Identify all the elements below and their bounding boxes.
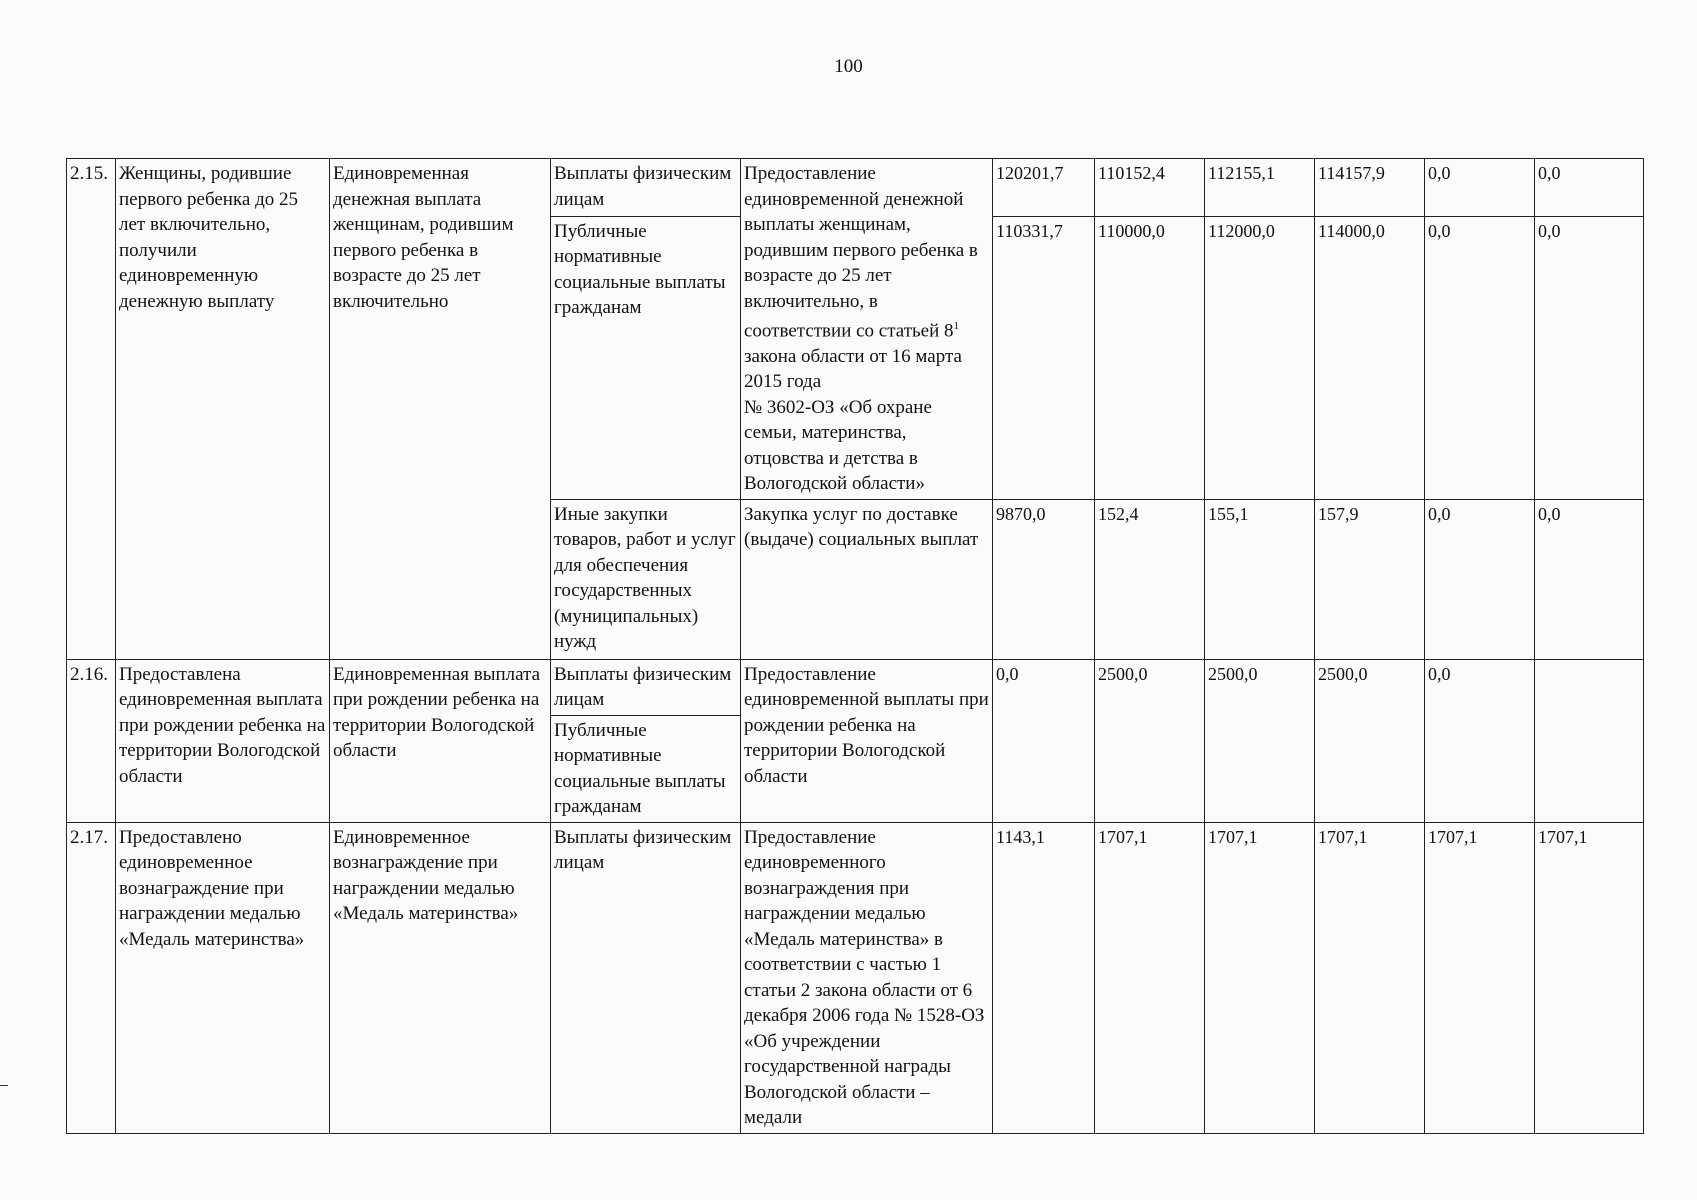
description-cell: Предоставление единовременной денежной выплаты женщинам, родившим первого ребенка в возрасте до 25 лет включительно, в соответствии со статьей $8^1$ закона области от 16 марта 2015 года № 3602-ОЗ «Об охране семьи, материнства, отцовства и детства в Вологодской области» bbox=[741, 159, 993, 500]
description-cell: Закупка услуг по доставке (выдаче) социальных выплат bbox=[741, 499, 993, 659]
expense-type-cell: Иные закупки товаров, работ и услуг для обеспечения государственных (муниципальных) нужд bbox=[551, 499, 741, 659]
value-cell: 110331,7 bbox=[993, 216, 1095, 499]
value-cell: 1143,1 bbox=[993, 822, 1095, 1133]
value-cell: 110152,4 bbox=[1095, 159, 1205, 217]
value-cell: 9870,0 bbox=[993, 499, 1095, 659]
value-cell: 112155,1 bbox=[1205, 159, 1315, 217]
row-number: 2.17. bbox=[67, 822, 116, 1133]
value-cell: 0,0 bbox=[1425, 159, 1535, 217]
value-cell: 1707,1 bbox=[1315, 822, 1425, 1133]
row-number: 2.16. bbox=[67, 659, 116, 822]
expense-type-cell: Публичные нормативные социальные выплаты гражданам bbox=[551, 216, 741, 499]
margin-mark bbox=[0, 1085, 8, 1086]
value-cell: 110000,0 bbox=[1095, 216, 1205, 499]
table-row bbox=[67, 822, 1644, 1133]
page-number: 100 bbox=[834, 56, 863, 77]
expense-type-cell: Выплаты физическим лицам bbox=[551, 659, 741, 715]
value-cell: 2500,0 bbox=[1205, 659, 1315, 822]
measure-cell: Единовременное вознаграждение при награждении медалью «Медаль материнства» bbox=[330, 822, 551, 1133]
value-cell: 1707,1 bbox=[1425, 822, 1535, 1133]
value-cell: 0,0 bbox=[1535, 216, 1644, 499]
expense-type-cell: Выплаты физическим лицам bbox=[551, 159, 741, 217]
value-cell bbox=[1535, 659, 1644, 822]
value-cell: 2500,0 bbox=[1315, 659, 1425, 822]
value-cell: 0,0 bbox=[993, 659, 1095, 822]
description-cell: Предоставление единовременной выплаты при рождении ребенка на территории Вологодской области bbox=[741, 659, 993, 822]
value-cell: 1707,1 bbox=[1535, 822, 1644, 1133]
value-cell: 0,0 bbox=[1425, 499, 1535, 659]
value-cell: 0,0 bbox=[1535, 499, 1644, 659]
value-cell: 0,0 bbox=[1425, 659, 1535, 822]
result-cell: Предоставлена единовременная выплата при рождении ребенка на территории Вологодской области bbox=[116, 659, 330, 822]
result-cell: Женщины, родившие первого ребенка до 25 лет включительно, получили единовременную денежную выплату bbox=[116, 159, 330, 660]
value-cell: 114157,9 bbox=[1315, 159, 1425, 217]
table-row bbox=[67, 659, 1644, 715]
value-cell: 2500,0 bbox=[1095, 659, 1205, 822]
value-cell: 0,0 bbox=[1535, 159, 1644, 217]
expense-type-cell: Публичные нормативные социальные выплаты гражданам bbox=[551, 715, 741, 822]
value-cell: 1707,1 bbox=[1095, 822, 1205, 1133]
value-cell: 155,1 bbox=[1205, 499, 1315, 659]
result-cell: Предоставлено единовременное вознаграждение при награждении медалью «Медаль материнства» bbox=[116, 822, 330, 1133]
value-cell: 1707,1 bbox=[1205, 822, 1315, 1133]
measure-cell: Единовременная выплата при рождении ребенка на территории Вологодской области bbox=[330, 659, 551, 822]
value-cell: 157,9 bbox=[1315, 499, 1425, 659]
value-cell: 112000,0 bbox=[1205, 216, 1315, 499]
budget-table bbox=[66, 158, 1644, 1134]
description-cell: Предоставление единовременного вознаграждения при награждении медалью «Медаль материнства» в соответствии с частью 1 статьи 2 закона области от 6 декабря 2006 года № 1528-ОЗ «Об учреждении государственной награды Вологодской области – медали bbox=[741, 822, 993, 1133]
table-row bbox=[67, 159, 1644, 217]
row-number: 2.15. bbox=[67, 159, 116, 660]
value-cell: 120201,7 bbox=[993, 159, 1095, 217]
value-cell: 0,0 bbox=[1425, 216, 1535, 499]
value-cell: 114000,0 bbox=[1315, 216, 1425, 499]
value-cell: 152,4 bbox=[1095, 499, 1205, 659]
expense-type-cell: Выплаты физическим лицам bbox=[551, 822, 741, 1133]
measure-cell: Единовременная денежная выплата женщинам, родившим первого ребенка в возрасте до 25 лет включительно bbox=[330, 159, 551, 660]
